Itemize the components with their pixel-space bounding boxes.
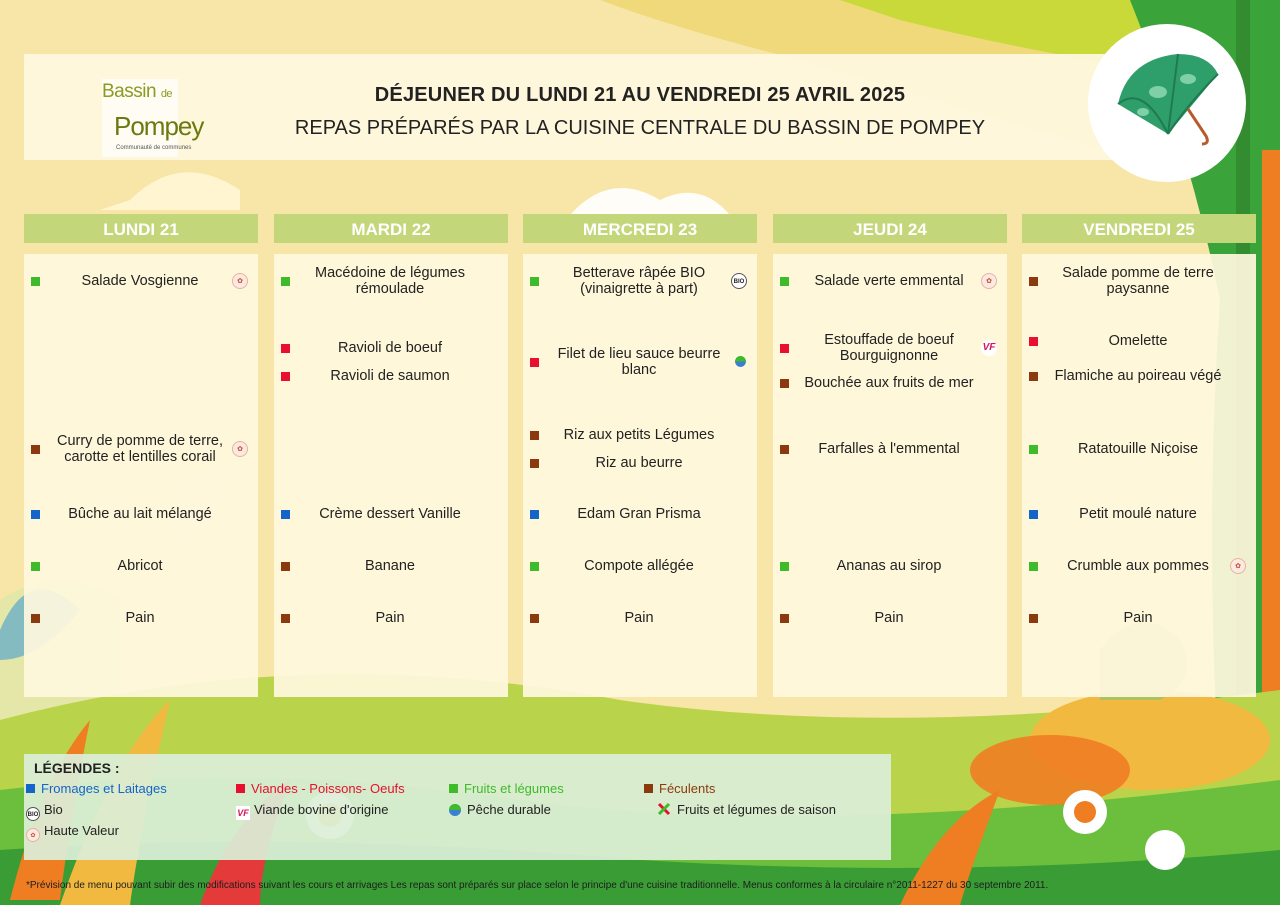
dish-item — [773, 261, 1007, 301]
category-square — [31, 562, 40, 571]
category-square — [31, 614, 40, 623]
dish-label: Abricot — [117, 558, 163, 574]
fruits-square — [449, 784, 458, 793]
day-column-mardi — [274, 214, 508, 697]
haute-valeur-icon: ✿ — [232, 441, 248, 457]
legend-hv — [26, 823, 119, 842]
dish-label: Ratatouille Niçoise — [1077, 441, 1199, 457]
dish-item — [274, 261, 508, 301]
viandes-square — [236, 784, 245, 793]
dish-label: Pain — [1123, 610, 1153, 626]
category-square — [281, 510, 290, 519]
bassin-de-pompey-logo — [102, 79, 204, 157]
dish-label: Filet de lieu sauce beurre blanc — [557, 346, 721, 378]
category-square — [1029, 445, 1038, 454]
dish-label: Farfalles à l'emmental — [818, 441, 960, 457]
category-square — [281, 562, 290, 571]
dish-label: Ravioli de saumon — [330, 368, 450, 384]
day-body — [523, 254, 757, 697]
day-header: MARDI 22 — [274, 214, 508, 243]
day-column-vendredi — [1022, 214, 1256, 697]
legend-feculents — [644, 781, 715, 796]
dish-item — [773, 598, 1007, 638]
dish-item — [773, 328, 1007, 368]
legend-peche — [449, 802, 551, 817]
dish-item — [773, 363, 1007, 403]
category-square — [530, 277, 539, 286]
dish-label: Estouffade de boeuf Bourguignonne — [824, 332, 954, 364]
legend-panel — [24, 754, 891, 860]
peche-durable-icon — [449, 804, 461, 816]
logo-line1: Bassin — [102, 81, 157, 102]
day-body — [1022, 254, 1256, 697]
dish-item — [24, 429, 258, 469]
legend-saison-label: Fruits et légumes de saison — [677, 802, 836, 817]
day-column-jeudi — [773, 214, 1007, 697]
legend-bio-label: Bio — [44, 802, 63, 817]
fromages-square — [26, 784, 35, 793]
category-square — [1029, 614, 1038, 623]
category-square — [780, 344, 789, 353]
dish-label: Salade verte emmental — [814, 273, 964, 289]
dish-item — [1022, 494, 1256, 534]
dish-label: Crumble aux pommes — [1067, 558, 1209, 574]
category-square — [780, 445, 789, 454]
haute-valeur-icon: ✿ — [26, 828, 40, 842]
legend-vbo — [236, 802, 389, 820]
dish-item — [773, 429, 1007, 469]
viande-bovine-icon: VF — [237, 808, 249, 818]
dish-item — [24, 598, 258, 638]
dish-label: Pain — [874, 610, 904, 626]
legend-peche-label: Pêche durable — [467, 802, 551, 817]
category-square — [780, 277, 789, 286]
category-square — [780, 614, 789, 623]
dish-item — [1022, 546, 1256, 586]
dish-label: Pain — [375, 610, 405, 626]
category-square — [780, 379, 789, 388]
dish-label: Banane — [365, 558, 415, 574]
legend-title: LÉGENDES : — [34, 760, 120, 776]
bio-icon: BIO — [731, 273, 747, 289]
dish-item — [773, 546, 1007, 586]
category-square — [31, 277, 40, 286]
dish-label: Ravioli de boeuf — [338, 340, 442, 356]
category-square — [1029, 337, 1038, 346]
day-column-lundi — [24, 214, 258, 697]
legend-fromages-label: Fromages et Laitages — [41, 781, 167, 796]
dish-label: Crème dessert Vanille — [319, 506, 461, 522]
category-square — [530, 510, 539, 519]
umbrella-badge — [1088, 24, 1246, 182]
category-square — [281, 372, 290, 381]
bio-icon: BIO — [26, 807, 40, 821]
category-square — [1029, 372, 1038, 381]
footer-note: *Prévision de menu pouvant subir des modifications suivant les cours et arrivages Les repas sont préparés sur place selon le principe d'une cuisine traditionnelle. Menus conformes à la circulaire n°2011-1227 du 30 septembre 2011. — [26, 880, 1049, 891]
category-square — [281, 614, 290, 623]
dish-item — [24, 494, 258, 534]
dish-label: Bûche au lait mélangé — [68, 506, 212, 522]
peche-durable-icon — [735, 356, 746, 367]
dish-label: Pain — [125, 610, 155, 626]
category-square — [281, 277, 290, 286]
dish-item — [1022, 321, 1256, 361]
logo-de: de — [160, 88, 173, 100]
logo-line3: Communauté de communes — [116, 145, 192, 151]
page-subtitle: REPAS PRÉPARÉS PAR LA CUISINE CENTRALE DU BASSIN DE POMPEY — [294, 117, 986, 139]
saison-icon — [657, 802, 671, 816]
legend-bio — [26, 802, 63, 821]
dish-label: Riz aux petits Légumes — [563, 427, 715, 443]
category-square — [530, 614, 539, 623]
dish-label: Macédoine de légumes rémoulade — [315, 265, 465, 297]
dish-label: Riz au beurre — [595, 455, 683, 471]
category-square — [281, 344, 290, 353]
day-header: JEUDI 24 — [773, 214, 1007, 243]
haute-valeur-icon: ✿ — [232, 273, 248, 289]
dish-item — [24, 546, 258, 586]
dish-label: Edam Gran Prisma — [577, 506, 701, 522]
category-square — [530, 459, 539, 468]
legend-vbo-label: Viande bovine d'origine — [254, 802, 389, 817]
dish-item — [274, 356, 508, 396]
category-square — [530, 358, 539, 367]
legend-fruits — [449, 781, 564, 796]
legend-viandes-label: Viandes - Poissons- Oeufs — [251, 781, 405, 796]
viande-bovine-icon: VF — [981, 340, 997, 356]
category-square — [780, 562, 789, 571]
legend-saison — [657, 802, 836, 817]
dish-label: Salade pomme de terre paysanne — [1062, 265, 1214, 297]
dish-label: Omelette — [1108, 333, 1168, 349]
dish-item — [1022, 598, 1256, 638]
dish-item — [523, 546, 757, 586]
category-square — [1029, 510, 1038, 519]
category-square — [1029, 562, 1038, 571]
dish-label: Salade Vosgienne — [81, 273, 199, 289]
day-header: LUNDI 21 — [24, 214, 258, 243]
day-body — [773, 254, 1007, 697]
day-column-mercredi — [523, 214, 757, 697]
legend-hv-label: Haute Valeur — [44, 823, 119, 838]
dish-item — [523, 443, 757, 483]
day-body — [274, 254, 508, 697]
dish-item — [523, 342, 757, 382]
dish-label: Curry de pomme de terre, carotte et lentilles corail — [56, 433, 223, 465]
dish-label: Compote allégée — [584, 558, 694, 574]
legend-fromages — [26, 781, 167, 796]
logo-line2: Pompey — [114, 111, 204, 141]
dish-item — [1022, 356, 1256, 396]
day-body — [24, 254, 258, 697]
legend-feculents-label: Féculents — [659, 781, 716, 796]
legend-viandes — [236, 781, 405, 796]
dish-item — [274, 494, 508, 534]
dish-item — [274, 546, 508, 586]
dish-item — [523, 494, 757, 534]
day-header: MERCREDI 23 — [523, 214, 757, 243]
dish-item — [1022, 261, 1256, 301]
category-square — [1029, 277, 1038, 286]
day-header: VENDREDI 25 — [1022, 214, 1256, 243]
dish-item — [523, 261, 757, 301]
haute-valeur-icon: ✿ — [981, 273, 997, 289]
category-square — [31, 510, 40, 519]
umbrella-icon — [1088, 24, 1246, 182]
dish-label: Flamiche au poireau végé — [1054, 368, 1222, 384]
page-title: DÉJEUNER DU LUNDI 21 AU VENDREDI 25 AVRIL 2025 — [374, 84, 906, 106]
category-square — [530, 562, 539, 571]
dish-label: Pain — [624, 610, 654, 626]
dish-label: Petit moulé nature — [1079, 506, 1197, 522]
category-square — [31, 445, 40, 454]
haute-valeur-icon: ✿ — [1230, 558, 1246, 574]
legend-fruits-label: Fruits et légumes — [464, 781, 564, 796]
dish-label: Bouchée aux fruits de mer — [804, 375, 974, 391]
dish-item — [1022, 429, 1256, 469]
dish-item — [24, 261, 258, 301]
feculents-square — [644, 784, 653, 793]
dish-label: Ananas au sirop — [836, 558, 942, 574]
category-square — [530, 431, 539, 440]
dish-item — [274, 598, 508, 638]
dish-item — [523, 598, 757, 638]
dish-label: Betterave râpée BIO (vinaigrette à part) — [572, 265, 706, 297]
